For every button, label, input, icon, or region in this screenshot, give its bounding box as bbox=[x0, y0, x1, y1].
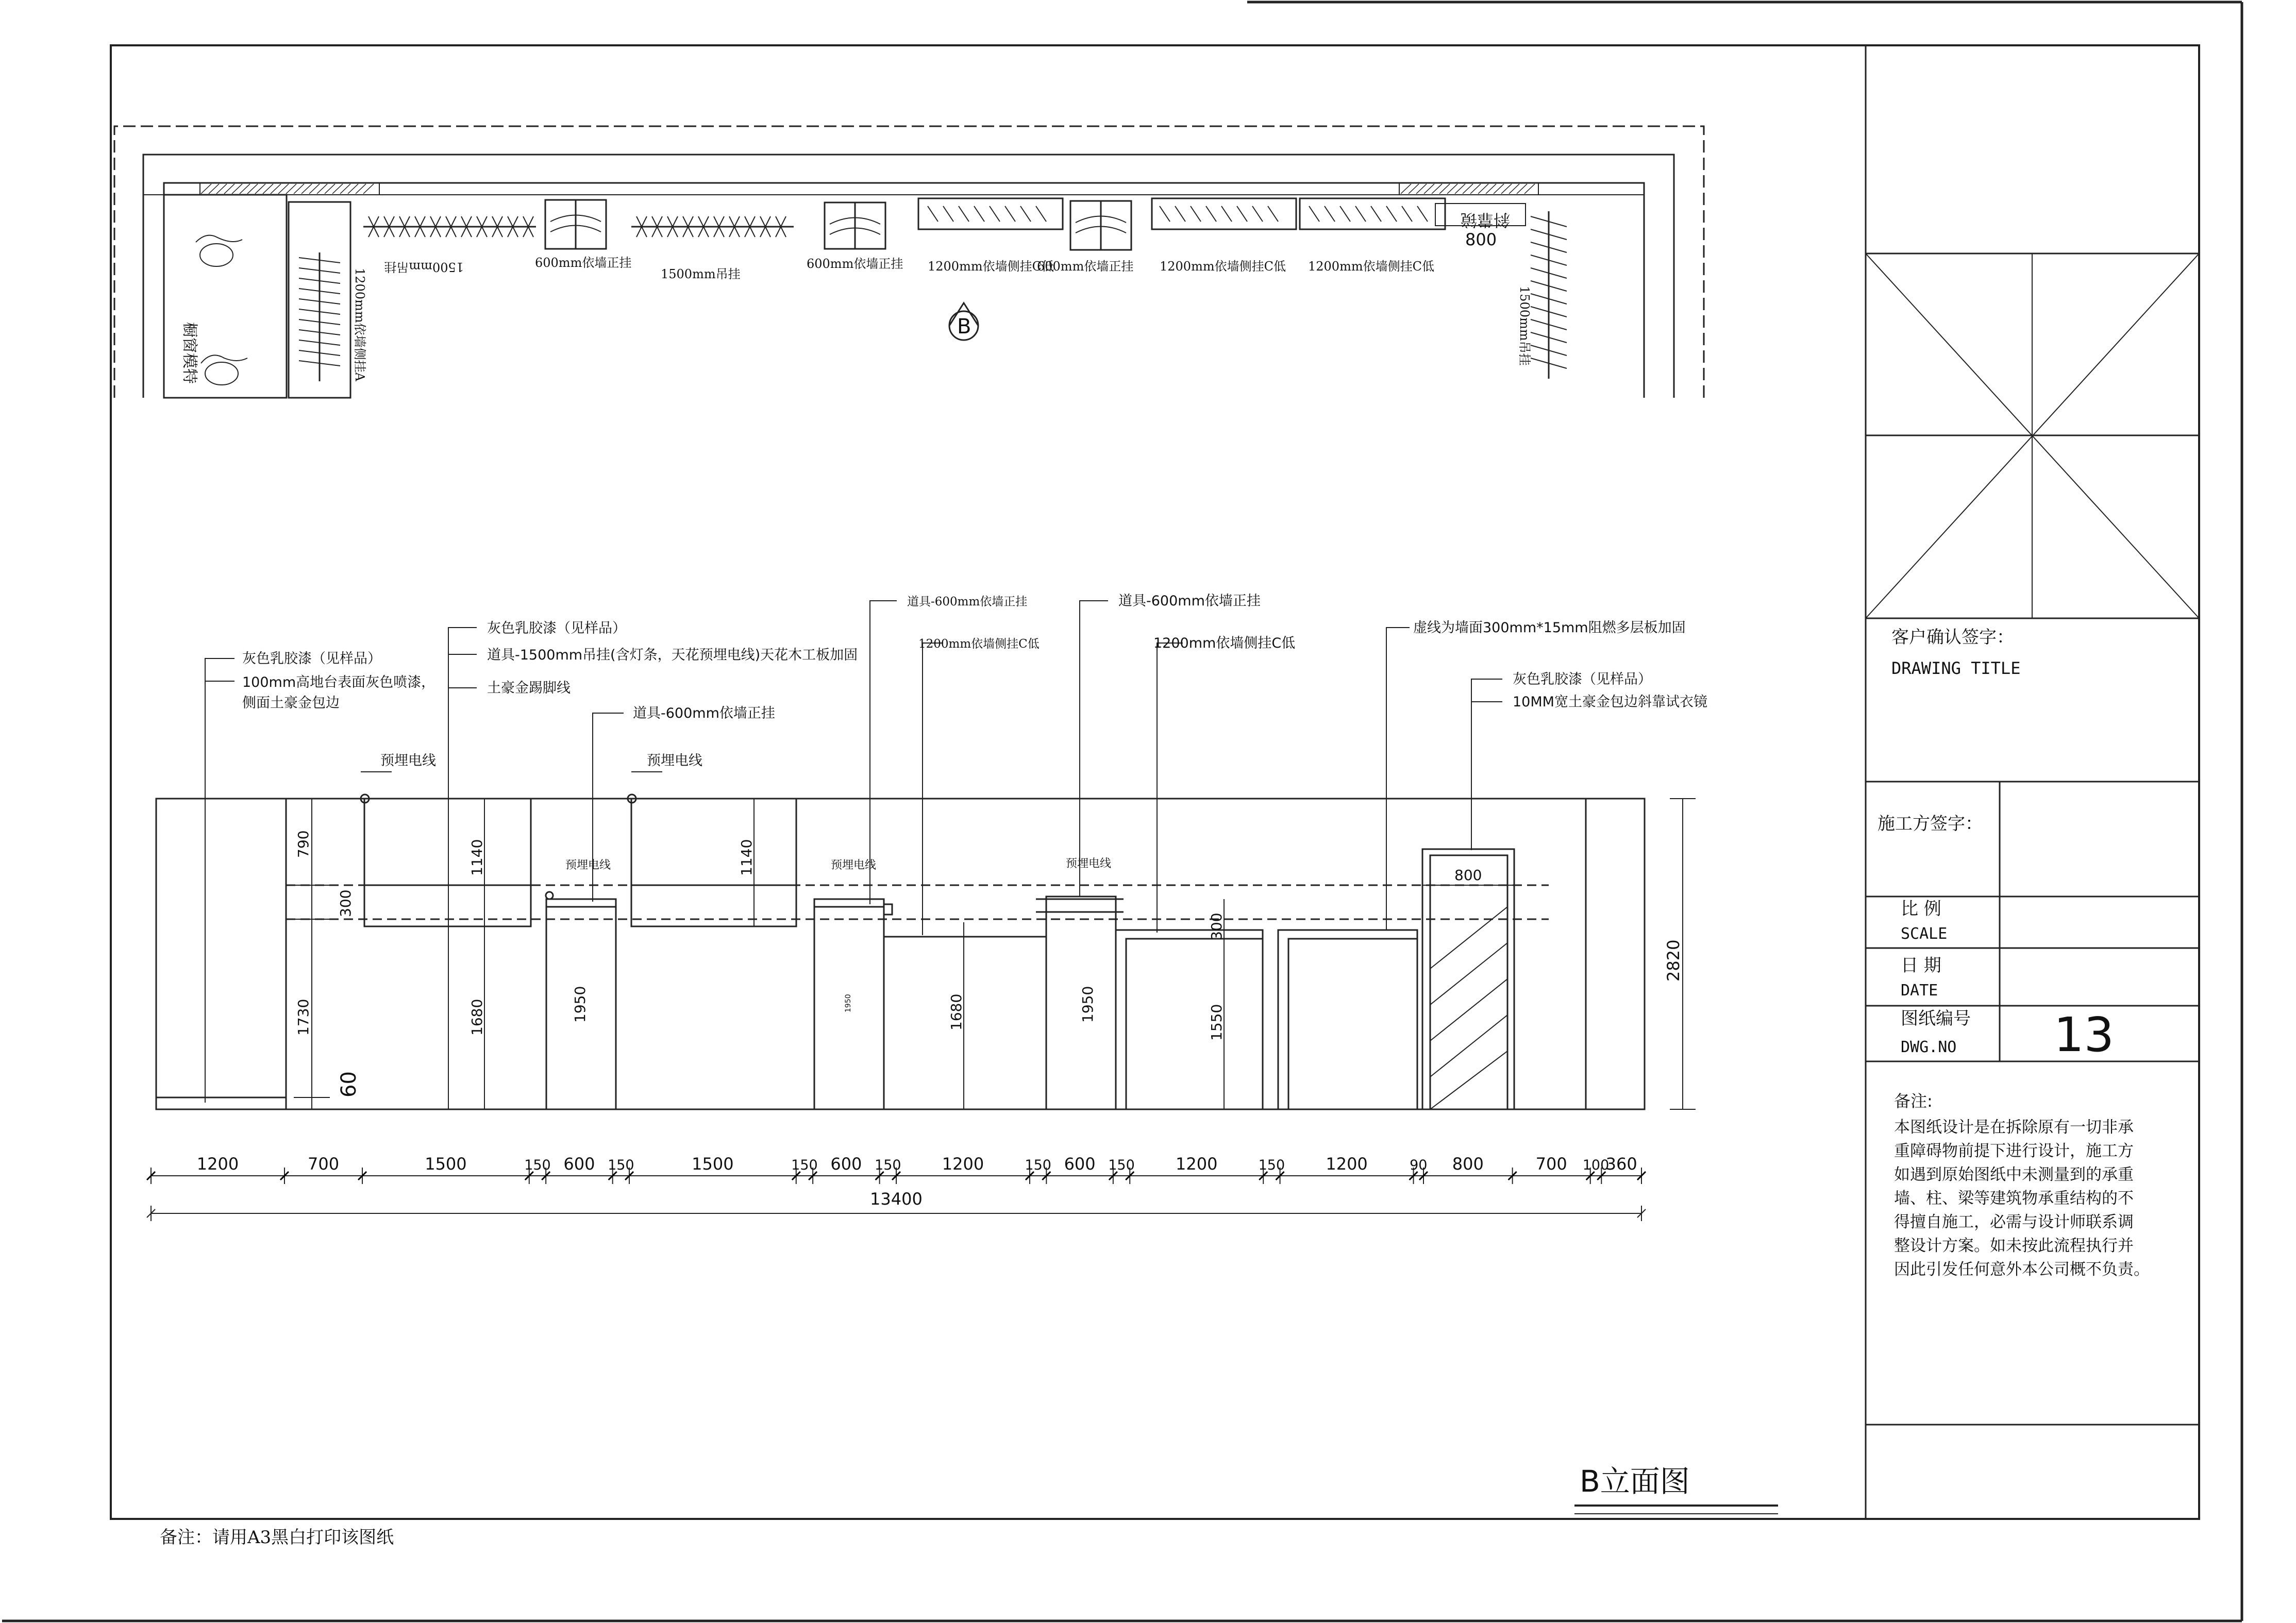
scale-en-label: SCALE bbox=[1901, 925, 1948, 943]
window-model-label: 橱窗模特 bbox=[180, 322, 198, 384]
notes-line-1: 重障碍物前提下进行设计，施工方 bbox=[1894, 1142, 2134, 1160]
dim-label-15: 150 bbox=[1258, 1157, 1285, 1173]
sheet-border bbox=[2, 2, 2242, 1621]
hang-1500-right-label: 1500mm吊挂 bbox=[1517, 286, 1532, 366]
client-sign-label: 客户确认签字： bbox=[1891, 627, 2014, 648]
dim-1550: 1550 bbox=[1208, 1004, 1225, 1041]
dim-label-10: 1200 bbox=[942, 1154, 984, 1174]
dim-label-20: 100 bbox=[1582, 1157, 1610, 1173]
dim-1730: 1730 bbox=[295, 999, 312, 1036]
front-600-c-label: 600mm依墙正挂 bbox=[1037, 259, 1134, 274]
dim-label-4: 600 bbox=[563, 1154, 595, 1174]
dim-1950-b: 1950 bbox=[1079, 986, 1096, 1023]
dwg-en-label: DWG.NO bbox=[1901, 1038, 1957, 1056]
dim-label-14: 1200 bbox=[1175, 1154, 1218, 1174]
dim-1950-small: 1950 bbox=[844, 994, 852, 1012]
footer-note: 备注：请用A3黑白打印该图纸 bbox=[160, 1527, 394, 1548]
dim-1950-a: 1950 bbox=[572, 986, 589, 1023]
dim-2820: 2820 bbox=[1664, 939, 1683, 982]
dim-1680-b: 1680 bbox=[948, 993, 965, 1030]
side-c-a-label: 1200mm依墙侧挂C低 bbox=[928, 259, 1054, 274]
front-600-a-label: 600mm依墙正挂 bbox=[535, 256, 632, 270]
wire-label-d: 预埋电线 bbox=[831, 859, 877, 872]
side-c-left-label: 1200mm依墙侧挂C低 bbox=[918, 637, 1040, 651]
drawing-title-label: DRAWING TITLE bbox=[1891, 658, 2021, 678]
dim-label-8: 600 bbox=[830, 1154, 862, 1174]
notes-title: 备注: bbox=[1894, 1091, 1933, 1111]
dim-label-13: 150 bbox=[1108, 1157, 1135, 1173]
title-block-text bbox=[1878, 627, 2150, 1279]
dim-label-12: 600 bbox=[1064, 1154, 1096, 1174]
dim-label-5: 150 bbox=[608, 1157, 634, 1173]
dim-1140-b: 1140 bbox=[738, 839, 755, 876]
prop-hang-label: 道具-1500mm吊挂(含灯条，天花预埋电线)天花木工板加固 bbox=[487, 647, 858, 663]
dim-label-3: 150 bbox=[524, 1157, 551, 1173]
total-dim-label: 13400 bbox=[870, 1189, 923, 1209]
mirror-label: 斜靠镜 bbox=[1460, 210, 1510, 230]
dim-label-0: 1200 bbox=[196, 1154, 239, 1174]
vertical-dims bbox=[294, 799, 1696, 1109]
dim-label-2: 1500 bbox=[425, 1154, 467, 1174]
dim-790: 790 bbox=[295, 830, 312, 858]
hang-1500-a-label: 1500mm吊挂 bbox=[384, 260, 464, 274]
elevation-outline bbox=[156, 794, 1645, 1109]
horizontal-dims bbox=[147, 1154, 1646, 1184]
paint-top-label: 灰色乳胶漆（见样品） bbox=[487, 620, 626, 636]
dim-1140-a: 1140 bbox=[468, 839, 485, 876]
dim-300-b: 300 bbox=[1208, 912, 1225, 940]
wire-label-b: 预埋电线 bbox=[647, 753, 702, 769]
notes-line-0: 本图纸设计是在拆除原有一切非承 bbox=[1894, 1118, 2134, 1137]
wire-label-a: 预埋电线 bbox=[380, 753, 436, 769]
notes-line-3: 墙、柱、梁等建筑物承重结构的不 bbox=[1894, 1189, 2134, 1208]
notes-line-6: 因此引发任何意外本公司概不负责。 bbox=[1894, 1260, 2150, 1279]
dwg-number: 13 bbox=[2054, 1007, 2115, 1062]
notes-line-4: 得擅自施工，必需与设计师联系调 bbox=[1894, 1213, 2134, 1231]
side-c-c-label: 1200mm依墙侧挂C低 bbox=[1308, 259, 1434, 274]
dim-label-6: 1500 bbox=[692, 1154, 734, 1174]
mirror-width-label: 800 bbox=[1465, 230, 1497, 249]
notes-line-2: 如遇到原始图纸中未测量到的承重 bbox=[1894, 1165, 2134, 1184]
notes-lines bbox=[1894, 1118, 2150, 1279]
prop-front-c-label: 道具-600mm依墙正挂 bbox=[1118, 593, 1261, 609]
prop-front-a-label: 道具-600mm依墙正挂 bbox=[633, 705, 775, 721]
date-cn-label: 日 期 bbox=[1901, 955, 1941, 976]
dim-label-9: 150 bbox=[875, 1157, 901, 1173]
notes-line-5: 整设计方案。如未按此流程执行并 bbox=[1894, 1237, 2134, 1255]
side-c-right-label: 1200mm依墙侧挂C低 bbox=[1153, 635, 1296, 651]
dim-label-18: 800 bbox=[1452, 1154, 1484, 1174]
dim-label-16: 1200 bbox=[1326, 1154, 1368, 1174]
prop-front-b-label: 道具-600mm依墙正挂 bbox=[907, 595, 1028, 608]
dim-label-11: 150 bbox=[1025, 1157, 1051, 1173]
dim-label-19: 700 bbox=[1535, 1154, 1567, 1174]
wire-label-c: 预埋电线 bbox=[565, 859, 611, 872]
vertical-dim-labels bbox=[295, 831, 1683, 1097]
paint-left-label: 灰色乳胶漆（见样品） bbox=[242, 651, 381, 667]
contractor-sign-label: 施工方签字： bbox=[1878, 814, 1983, 834]
skirting-label: 土豪金踢脚线 bbox=[487, 680, 571, 696]
mirror-note-label: 10MM宽土豪金包边斜靠试衣镜 bbox=[1513, 694, 1707, 710]
dim-800-mirror: 800 bbox=[1454, 867, 1482, 884]
dim-label-17: 90 bbox=[1410, 1157, 1428, 1173]
dim-60: 60 bbox=[337, 1071, 361, 1097]
side-hang-a-label: 1200mm依墙侧挂A bbox=[353, 268, 367, 381]
scale-cn-label: 比 例 bbox=[1901, 899, 1941, 919]
dim-label-1: 700 bbox=[307, 1154, 340, 1174]
paint-right-label: 灰色乳胶漆（见样品） bbox=[1513, 671, 1652, 687]
wire-label-e: 预埋电线 bbox=[1066, 857, 1112, 870]
title-block bbox=[1866, 45, 2199, 1519]
view-marker-b: B bbox=[957, 315, 971, 339]
dim-1680-a: 1680 bbox=[468, 999, 485, 1036]
side-c-b-label: 1200mm依墙侧挂C低 bbox=[1160, 259, 1286, 274]
dim-label-21: 360 bbox=[1605, 1154, 1637, 1174]
platform-note-2: 侧面土豪金包边 bbox=[242, 695, 340, 711]
plan-labels bbox=[180, 210, 1532, 384]
dim-300: 300 bbox=[337, 889, 354, 917]
elevation-leader-labels bbox=[242, 593, 1707, 872]
dwg-cn-label: 图纸编号 bbox=[1901, 1008, 1971, 1029]
elevation-title: B立面图 bbox=[1580, 1464, 1690, 1499]
hang-1500-b-label: 1500mm吊挂 bbox=[661, 267, 741, 281]
dashed-note-label: 虚线为墙面300mm*15mm阻燃多层板加固 bbox=[1413, 620, 1686, 636]
date-en-label: DATE bbox=[1901, 982, 1938, 1000]
dim-label-7: 150 bbox=[791, 1157, 818, 1173]
platform-note-1: 100mm高地台表面灰色喷漆， bbox=[242, 674, 435, 690]
front-600-b-label: 600mm依墙正挂 bbox=[807, 257, 903, 271]
